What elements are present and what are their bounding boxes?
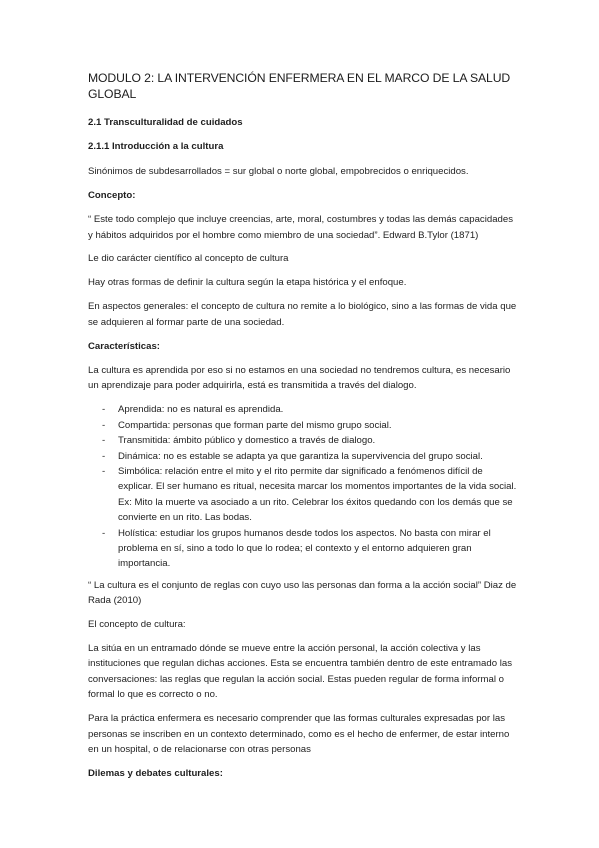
paragraph-cientifico: Le dio carácter científico al concepto de cultura: [88, 253, 289, 265]
paragraph-situa: La sitúa en un entramado dónde se mueve entre la acción personal, la acción colectiva y las instituciones que regulan dichas acciones. Esta se encuentra también dentro de este entramado las conversaciones: las reglas que regulan la acción social. Estas pueden regular de forma informal o formal lo que es correcto o no.: [88, 642, 512, 701]
paragraph-practica-enfermera: Para la práctica enfermera es necesario comprender que las formas culturales expresadas por las personas se inscriben en un contexto determinado, como es el hecho de enfermer, de estar interno en un hospital, o de relacionarse con otras personas: [88, 713, 510, 755]
paragraph-concepto-cultura: El concepto de cultura:: [88, 619, 186, 631]
characteristics-list: [88, 402, 517, 571]
paragraph-aspectos-generales: En aspectos generales: el concepto de cultura no remite a lo biológico, sino a las formas de vida que se adquieren al formar parte de una sociedad.: [88, 301, 517, 328]
list-item: - Simbólica: relación entre el mito y el rito permite dar significado a fenómenos difícil de explicar. El ser humano es ritual, necesita marcar los momentos importantes de la vida social. Ex: Mito la muerte va asociado a un rito. Celebrar los éxitos quedando con los demás que se convierte en un rito. Las bodas.: [88, 464, 517, 526]
heading-caracteristicas: Características:: [88, 340, 160, 352]
page-title: MODULO 2: LA INTERVENCIÓN ENFERMERA EN EL MARCO DE LA SALUD GLOBAL: [88, 71, 511, 101]
quote-diaz-de-rada: “ La cultura es el conjunto de reglas con cuyo uso las personas dan forma a la acción social” Diaz de Rada (2010): [88, 579, 517, 607]
paragraph-otras-formas: Hay otras formas de definir la cultura según la etapa histórica y el enfoque.: [88, 277, 407, 289]
heading-dilemas: Dilemas y debates culturales:: [88, 767, 223, 779]
list-item: - Compartida: personas que forman parte del mismo grupo social.: [88, 418, 517, 433]
list-item: - Aprendida: no es natural es aprendida.: [88, 402, 517, 417]
section-heading-2-1: 2.1 Transculturalidad de cuidados: [88, 117, 243, 128]
paragraph-cultura-aprendida: La cultura es aprendida por eso si no estamos en una sociedad no tendremos cultura, es necesario un aprendizaje para poder adquirirla, está es transmitida a través del dialogo.: [88, 364, 511, 392]
paragraph-sinonimos: Sinónimos de subdesarrollados = sur global o norte global, empobrecidos o enriquecidos.: [88, 165, 469, 177]
list-item: - Dinámica: no es estable se adapta ya que garantiza la supervivencia del grupo social.: [88, 449, 517, 464]
quote-tylor: “ Este todo complejo que incluye creencias, arte, moral, costumbres y todas las demás capacidades y hábitos adquiridos por el hombre como miembro de una sociedad”. Edward B.Tylor (1871): [88, 214, 514, 241]
list-item: - Holística: estudiar los grupos humanos desde todos los aspectos. No basta con mirar el problema en sí, sino a todo lo que lo rodea; el contexto y el entorno adquieren gran importancia.: [88, 526, 517, 572]
heading-concepto: Concepto:: [88, 189, 136, 201]
list-item: - Transmitida: ámbito público y domestico a través de dialogo.: [88, 433, 517, 448]
section-heading-2-1-1: 2.1.1 Introducción a la cultura: [88, 141, 224, 153]
